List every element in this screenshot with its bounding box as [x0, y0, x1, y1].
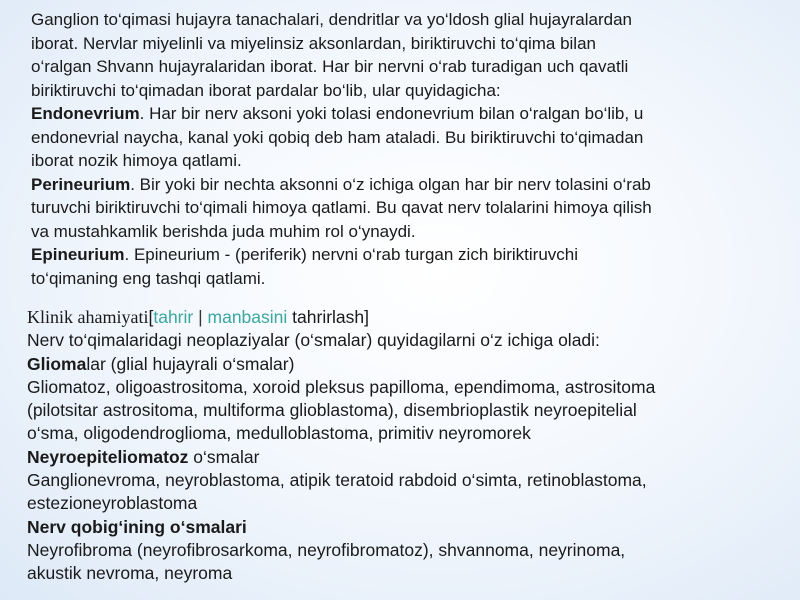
source-edit-text: tahrirlash]	[287, 307, 369, 327]
glioma-term-rest: lar (glial hujayrali o‘smalar)	[86, 353, 295, 374]
endonevrium-line: iborat nozik himoya qatlami.	[31, 151, 242, 170]
source-link[interactable]: manbasini	[207, 307, 288, 327]
neuroepithelial-heading	[27, 446, 772, 469]
perineurium-line: va mustahkamlik berishda juda muhim rol o‘ynaydi.	[31, 221, 416, 241]
endonevrium-line: endonevrial naycha, kanal yoki qobiq deb ham ataladi. Bu biriktiruvchi to‘qimadan	[31, 127, 644, 147]
perineurium-line: turuvchi biriktiruvchi to‘qimali himoya qatlami. Bu qavat nerv tolalarini himoya qilish	[31, 198, 652, 217]
clinical-heading: Klinik ahamiyati	[27, 307, 149, 327]
link-separator: |	[193, 307, 208, 327]
nerve-sheath-line: Neyrofibroma (neyrofibrosarkoma, neyrofibromatoz), shvannoma, neyrinoma,	[27, 539, 626, 560]
glioma-line: (pilotsitar astrositoma, multiforma glioblastoma), disembrioplastik neyroepitelial	[27, 400, 637, 421]
perineurium-term: Perineurium	[31, 174, 131, 194]
perineurium-text: . Bir yoki bir nechta aksonni o‘z ichiga olgan har bir nerv tolasini o‘rab	[130, 174, 651, 194]
glioma-term: Glioma	[27, 353, 87, 374]
glioma-line: o‘sma, oligodendroglioma, medulloblastoma, primitiv neyromorek	[27, 423, 531, 444]
epineurium-line: to‘qimaning eng tashqi qatlami.	[31, 268, 266, 288]
neuroepithelial-term-rest: o‘smalar	[188, 446, 260, 467]
bracket-open: [	[148, 307, 154, 327]
epineurium-line	[31, 243, 776, 267]
nerve-sheath-heading	[27, 516, 772, 539]
clinical-intro: Nerv to‘qimalaridagi neoplaziyalar (o‘smalar) quyidagilarni o‘z ichiga oladi:	[27, 330, 600, 351]
glioma-line: Gliomatoz, oligoastrositoma, xoroid pleksus papilloma, ependimoma, astrositoma	[27, 376, 656, 397]
endonevrium-text: . Har bir nerv aksoni yoki tolasi endonevrium bilan o‘ralgan bo‘lib, u	[139, 104, 644, 123]
glioma-heading	[27, 353, 772, 376]
perineurium-line	[31, 173, 776, 197]
neuroepithelial-line: Ganglionevroma, neyroblastoma, atipik teratoid rabdoid o‘simta, retinoblastoma,	[27, 470, 647, 491]
endonevrium-term: Endonevrium	[31, 104, 140, 123]
neuroepithelial-line: estezioneyroblastoma	[27, 493, 198, 514]
edit-link[interactable]: tahrir	[153, 307, 194, 327]
clinical-section	[27, 306, 772, 586]
intro-line: iborat. Nervlar miyelinli va miyelinsiz aksonlardan, biriktiruvchi to‘qima bilan	[31, 33, 596, 53]
intro-line: Ganglion to‘qimasi hujayra tanachalari, dendritlar va yo‘ldosh glial hujayralardan	[31, 10, 633, 29]
nerve-sheath-term: Nerv qobig‘ining o‘smalari	[27, 516, 247, 537]
nerve-layers-section	[31, 8, 776, 290]
nerve-sheath-line: akustik nevroma, neyroma	[27, 563, 233, 584]
clinical-heading-line	[27, 306, 772, 329]
intro-line: o‘ralgan Shvann hujayralaridan iborat. Har bir nervni o‘rab turadigan uch qavatli	[31, 57, 629, 76]
endonevrium-line	[31, 102, 776, 126]
neuroepithelial-term: Neyroepiteliomatoz	[27, 446, 189, 467]
intro-line: biriktiruvchi to‘qimadan iborat pardalar bo‘lib, ular quyidagicha:	[31, 80, 501, 100]
epineurium-term: Epineurium	[31, 245, 125, 264]
epineurium-text: . Epineurium - (periferik) nervni o‘rab turgan zich biriktiruvchi	[124, 245, 579, 264]
